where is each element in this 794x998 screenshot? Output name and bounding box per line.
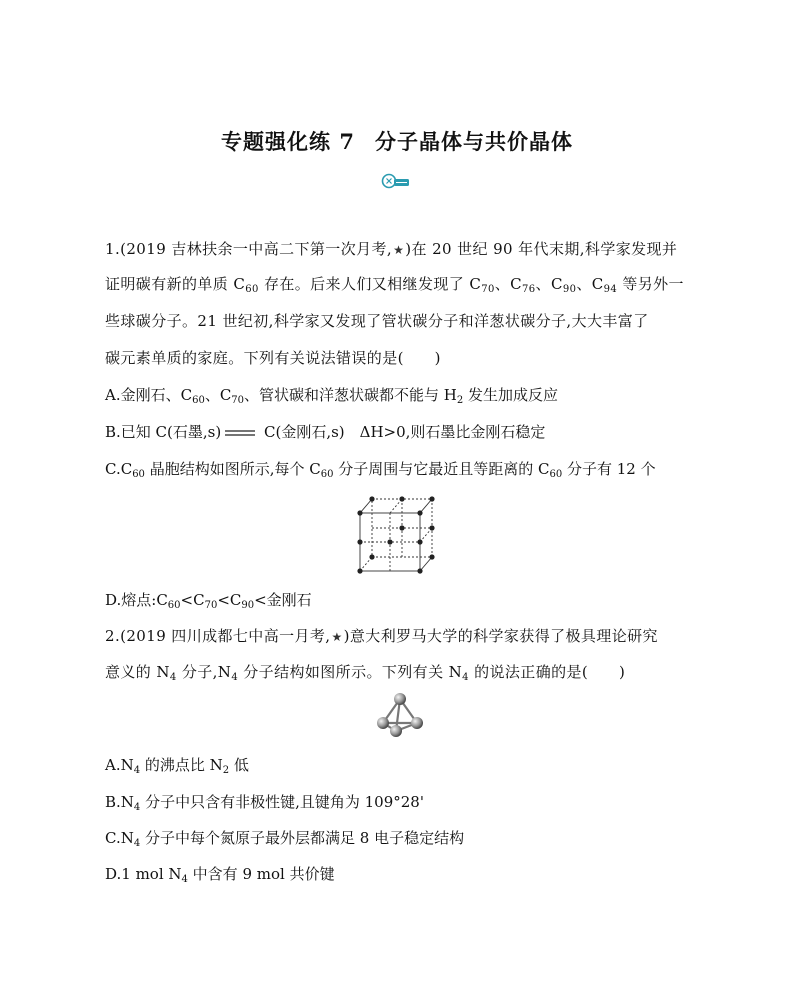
q2-option-c[interactable]: $C.N_4$ 分子中每个氮原子最外层都满足 8 电子稳定结构 [105, 829, 465, 849]
title-sub: 分子晶体与共价晶体 [374, 129, 573, 154]
equilibrium-equals-sign [223, 428, 257, 438]
c60-unit-cell-figure [354, 493, 450, 577]
q1-option-d[interactable]: D.熔点$:C_{60}<C_{70}<C_{90}<$金刚石 [105, 591, 312, 611]
q2-stem-line-1: 2.(2019 四川成都七中高一月考,★)意大利罗马大学的科学家获得了极具理论研究 [105, 625, 658, 648]
title-main: 专题强化练 7 [221, 129, 355, 154]
q1-option-b[interactable]: B.已知 C(石墨,s) C(金刚石,s) ΔH>0,则石墨比金刚石稳定 [105, 423, 546, 441]
q1-option-a[interactable]: A.金刚石、$C_{60}$、$C_{70}$、管状碳和洋葱状碳都不能与 $H_2$ 发生加成反应 [105, 386, 559, 406]
q2-stem-line-2: 意义的 $N_4$ 分子$,N_4$ 分子结构如图所示。下列有关 $N_4$ 的说法正确的是( ) [105, 663, 626, 683]
n4-tetrahedron-figure [374, 691, 426, 739]
q1-stem-line-1: 1.(2019 吉林扶余一中高二下第一次月考,★)在 20 世纪 90 年代末期,科学家发现并 [105, 238, 677, 261]
q1-stem-line-4: 碳元素单质的家庭。下列有关说法错误的是( ) [105, 349, 441, 367]
q2-option-d[interactable]: D.1 mol $N_4$ 中含有 9 mol 共价键 [105, 865, 335, 885]
video-badge-icon[interactable] [381, 172, 411, 190]
q1-stem-line-2: 证明碳有新的单质 $C_{60}$ 存在。后来人们又相继发现了 $C_{70}$、$C_{76}$、$C_{90}$、$C_{94}$ 等另外一 [105, 275, 684, 295]
q1-stem-line-3: 些球碳分子。21 世纪初,科学家又发现了管状碳分子和洋葱状碳分子,大大丰富了 [105, 312, 649, 330]
difficulty-star-icon: ★ [331, 630, 343, 644]
q1-option-c[interactable]: $C.C_{60}$ 晶胞结构如图所示,每个 $C_{60}$ 分子周围与它最近且等距离的 $C_{60}$ 分子有 12 个 [105, 460, 656, 480]
q2-option-a[interactable]: $A.N_4$ 的沸点比 $N_2$ 低 [105, 756, 249, 776]
q2-option-b[interactable]: $B.N_4$ 分子中只含有非极性键,且键角为 109°28' [105, 793, 424, 813]
difficulty-star-icon: ★ [393, 243, 405, 257]
page-title [0, 126, 794, 156]
